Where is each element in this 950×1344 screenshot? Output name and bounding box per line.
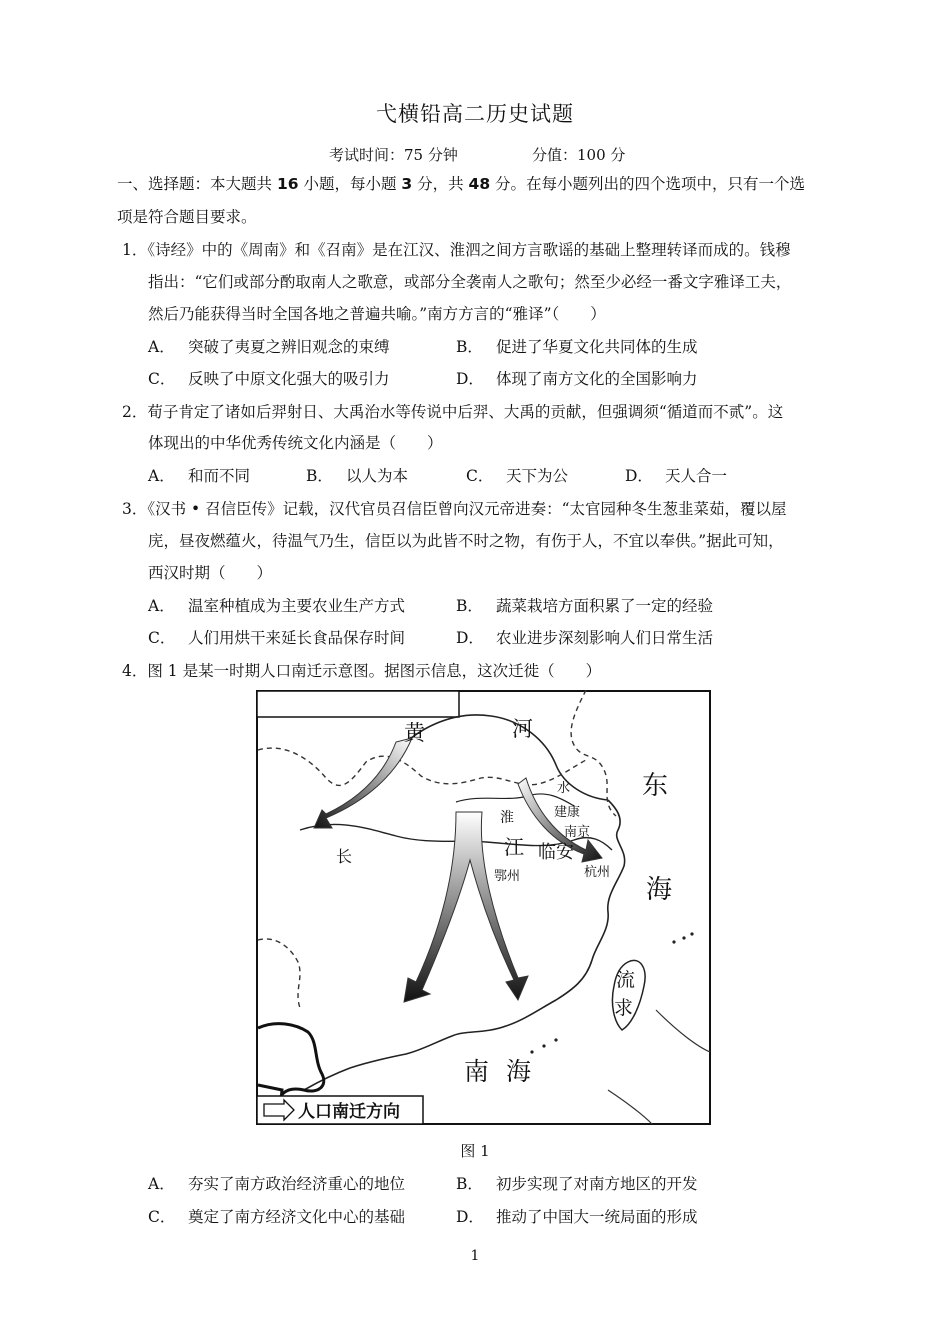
question-3-line-3: 西汉时期（ ） — [148, 564, 273, 582]
question-1-line-2: 指出：“它们或部分酌取南人之歌意，或部分全袭南人之歌句；然至少必经一番文字雅译工夫， — [148, 273, 792, 291]
label-shui: 水 — [557, 781, 571, 796]
question-4-option-c[interactable]: C． 奠定了南方经济文化中心的基础 — [148, 1208, 406, 1226]
label-jiankang: 建康 — [554, 805, 581, 820]
question-1-line-3: 然后乃能获得当时全国各地之普遍共喻。”南方方言的“雅译”（ ） — [148, 305, 606, 323]
label-huai: 淮 — [500, 810, 514, 826]
question-2-option-b[interactable]: B． 以人为本 — [306, 467, 409, 485]
label-ezhou: 鄂州 — [494, 869, 521, 884]
question-2-option-d[interactable]: D． 天人合一 — [625, 467, 728, 485]
figure-caption: 图 1 — [460, 1142, 490, 1160]
question-4-option-b[interactable]: B． 初步实现了对南方地区的开发 — [456, 1175, 698, 1193]
exam-score: 分值：100 分 — [532, 146, 626, 164]
label-nanhai-hai: 海 — [506, 1057, 532, 1086]
page-title: 弋横铅高二历史试题 — [376, 102, 574, 126]
label-he: 河 — [512, 717, 533, 741]
question-4-option-a[interactable]: A． 夯实了南方政治经济重心的地位 — [148, 1175, 406, 1193]
section-instructions: 一、选择题：本大题共 16 小题，每小题 3 分，共 48 分。在每小题列出的四个选项中，只有一个选 — [117, 175, 806, 193]
label-hangzhou: 杭州 — [584, 865, 611, 880]
question-4-line-1: 4．图 1 是某一时期人口南迁示意图。据图示信息，这次迁徙（ ） — [122, 662, 602, 680]
exam-time: 考试时间：75 分钟 — [329, 146, 458, 164]
label-chang: 长 — [336, 847, 353, 866]
map-corner-box — [257, 691, 459, 717]
question-3-option-c[interactable]: C． 人们用烘干来延长食品保存时间 — [148, 629, 406, 647]
label-huang: 黄 — [404, 721, 425, 745]
question-1-option-b[interactable]: B． 促进了华夏文化共同体的生成 — [456, 338, 698, 356]
question-1-option-d[interactable]: D． 体现了南方文化的全国影响力 — [456, 370, 698, 388]
question-2-line-2: 体现出的中华优秀传统文化内涵是（ ） — [148, 434, 443, 452]
question-2-option-c[interactable]: C． 天下为公 — [466, 467, 569, 485]
migration-map — [256, 690, 711, 1125]
label-jiang: 江 — [504, 835, 524, 859]
question-3-option-d[interactable]: D． 农业进步深刻影响人们日常生活 — [456, 629, 714, 647]
question-1-option-c[interactable]: C． 反映了中原文化强大的吸引力 — [148, 370, 390, 388]
legend-text: 人口南迁方向 — [298, 1102, 400, 1122]
label-hai-east: 海 — [646, 875, 673, 905]
question-1-option-a[interactable]: A． 突破了夷夏之辨旧观念的束缚 — [148, 338, 390, 356]
label-linan: 临安 — [538, 842, 574, 863]
question-2-line-1: 2．荀子肯定了诸如后羿射日、大禹治水等传说中后羿、大禹的贡献，但强调须“循道而不贰”。这 — [122, 403, 784, 421]
label-nanhai-nan: 南 — [464, 1057, 490, 1086]
question-3-option-a[interactable]: A． 温室种植成为主要农业生产方式 — [148, 597, 406, 615]
question-4-option-d[interactable]: D． 推动了中国大一统局面的形成 — [456, 1208, 698, 1226]
question-3-line-2: 庑，昼夜燃蕴火，待温气乃生，信臣以为此皆不时之物，有伤于人，不宜以奉供。”据此可知， — [148, 532, 784, 550]
question-1-line-1: 1．《诗经》中的《周南》和《召南》是在江汉、淮泗之间方言歌谣的基础上整理转译而成的。钱穆 — [122, 241, 791, 259]
label-dong: 东 — [642, 771, 669, 801]
question-2-option-a[interactable]: A． 和而不同 — [148, 467, 251, 485]
label-nanjing: 南京 — [564, 825, 591, 840]
page-number: 1 — [470, 1248, 480, 1264]
label-qiu: 求 — [614, 997, 634, 1019]
section-instructions-cont: 项是符合题目要求。 — [117, 208, 257, 226]
label-liu: 流 — [616, 969, 636, 991]
question-3-line-1: 3．《汉书 • 召信臣传》记载，汉代官员召信臣曾向汉元帝进奏：“太官园种冬生葱韭菜茹，覆以屋 — [122, 500, 787, 518]
question-3-option-b[interactable]: B． 蔬菜栽培方面积累了一定的经验 — [456, 597, 714, 615]
